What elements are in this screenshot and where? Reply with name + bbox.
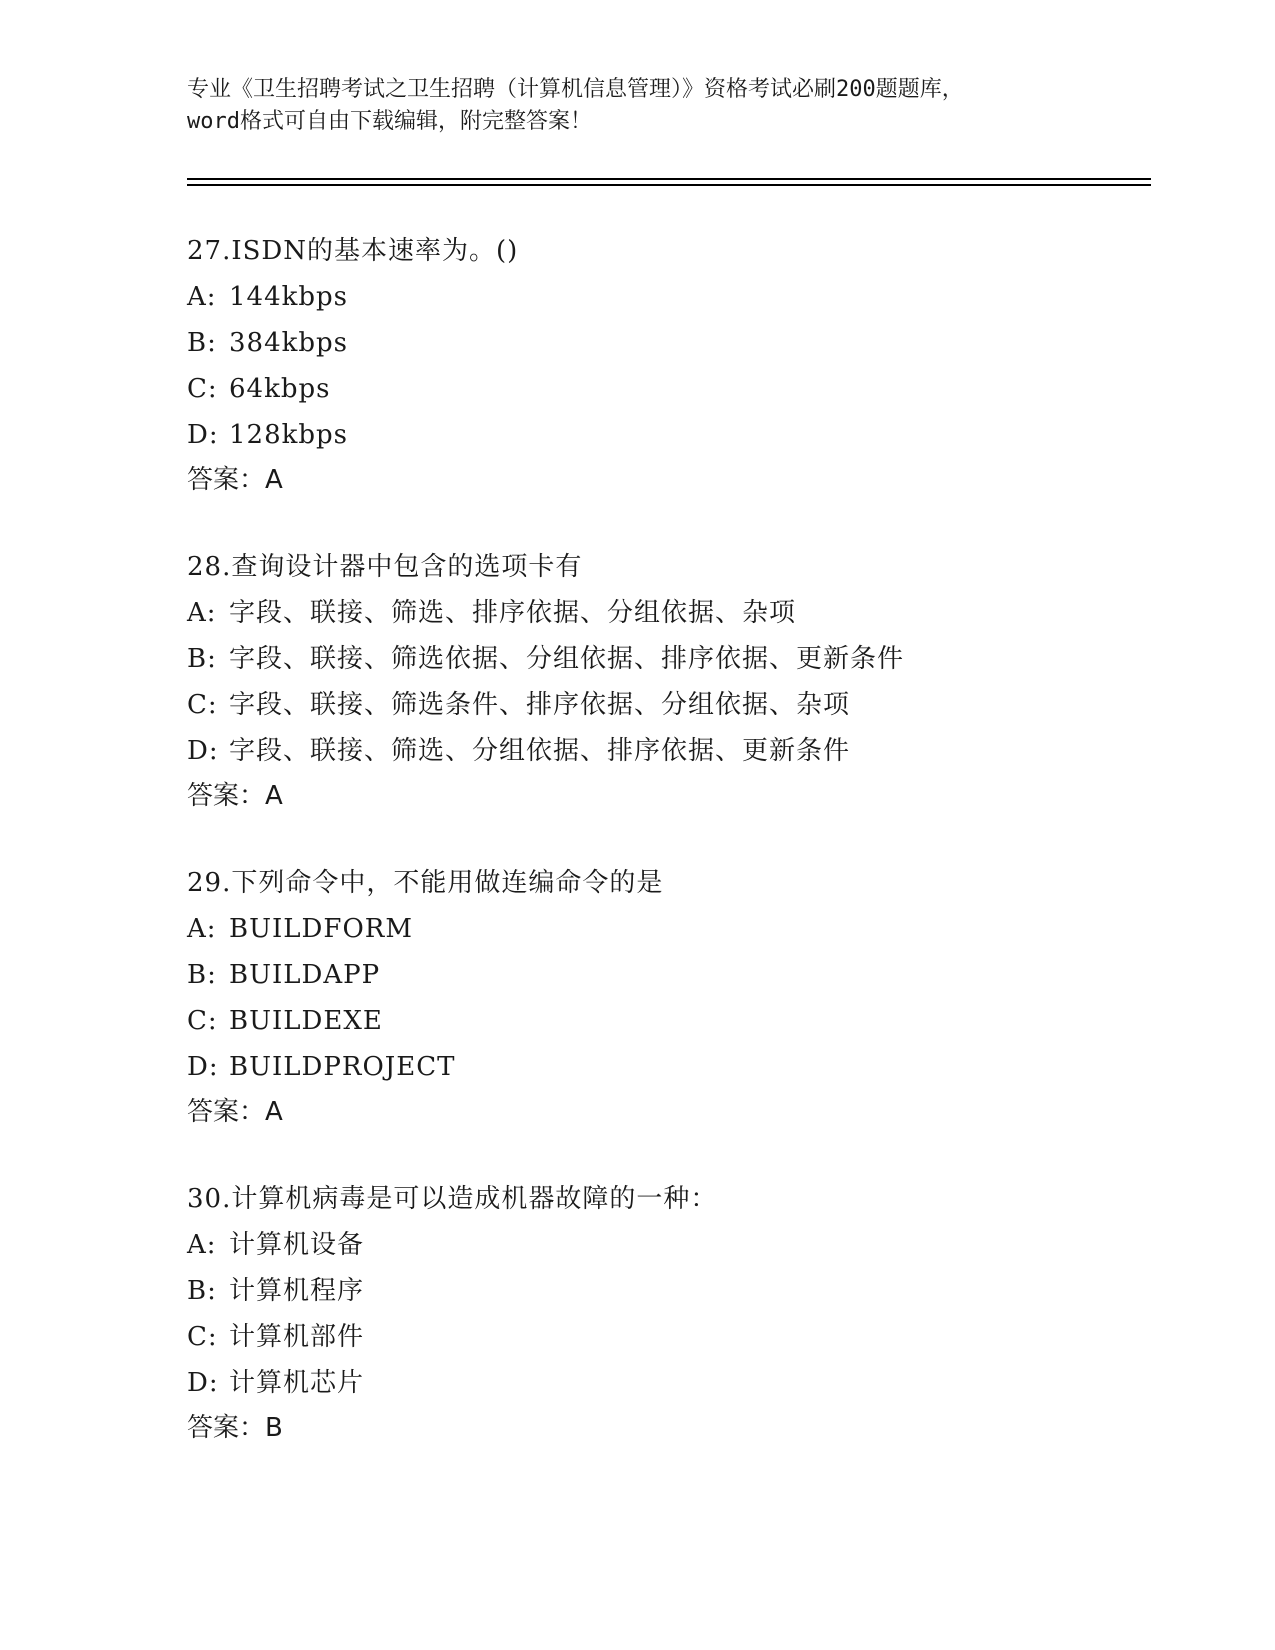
option-text: 计算机程序 xyxy=(229,1276,365,1306)
option-text: BUILDAPP xyxy=(229,960,381,990)
header-line-1: 专业《卫生招聘考试之卫生招聘（计算机信息管理）》资格考试必刷200题题库， xyxy=(187,77,964,102)
option-a xyxy=(187,906,1187,952)
answer-label: 答案：A xyxy=(187,1097,283,1127)
option-text: 计算机芯片 xyxy=(229,1368,365,1398)
option-text: 字段、联接、筛选、排序依据、分组依据、杂项 xyxy=(229,598,797,628)
option-b xyxy=(187,1268,1187,1314)
option-letter: B: xyxy=(187,644,217,674)
option-b xyxy=(187,952,1187,998)
option-letter: C: xyxy=(187,1322,218,1352)
option-letter: A: xyxy=(187,914,217,944)
option-text: 字段、联接、筛选、分组依据、排序依据、更新条件 xyxy=(229,736,851,766)
option-letter: C: xyxy=(187,690,218,720)
question-30 xyxy=(187,1176,1187,1450)
option-text: BUILDEXE xyxy=(229,1006,383,1036)
header-divider-bottom xyxy=(187,184,1151,186)
option-c xyxy=(187,1314,1187,1360)
option-letter: B: xyxy=(187,328,217,358)
option-text: 字段、联接、筛选依据、分组依据、排序依据、更新条件 xyxy=(229,644,905,674)
option-a xyxy=(187,274,1187,320)
option-c xyxy=(187,366,1187,412)
option-a xyxy=(187,1222,1187,1268)
option-letter: C: xyxy=(187,1006,218,1036)
question-stem: 28.查询设计器中包含的选项卡有 xyxy=(187,552,583,582)
option-text: 128kbps xyxy=(229,420,349,450)
option-b xyxy=(187,320,1187,366)
option-letter: B: xyxy=(187,1276,217,1306)
answer-label: 答案：B xyxy=(187,1413,283,1443)
option-letter: D: xyxy=(187,736,219,766)
answer-label: 答案：A xyxy=(187,781,283,811)
option-letter: B: xyxy=(187,960,217,990)
option-d xyxy=(187,412,1187,458)
question-29 xyxy=(187,860,1187,1134)
answer-label: 答案：A xyxy=(187,465,283,495)
option-letter: C: xyxy=(187,374,218,404)
option-text: BUILDPROJECT xyxy=(229,1052,456,1082)
document-header xyxy=(187,74,1087,138)
option-text: 64kbps xyxy=(229,374,331,404)
option-letter: D: xyxy=(187,1368,219,1398)
option-a xyxy=(187,590,1187,636)
option-c xyxy=(187,682,1187,728)
option-letter: D: xyxy=(187,1052,219,1082)
question-27 xyxy=(187,228,1187,502)
option-text: 字段、联接、筛选条件、排序依据、分组依据、杂项 xyxy=(229,690,851,720)
option-d xyxy=(187,1360,1187,1406)
question-stem: 27.ISDN的基本速率为。() xyxy=(187,236,519,266)
question-28 xyxy=(187,544,1187,818)
option-d xyxy=(187,1044,1187,1090)
option-b xyxy=(187,636,1187,682)
option-letter: D: xyxy=(187,420,219,450)
option-letter: A: xyxy=(187,598,217,628)
option-letter: A: xyxy=(187,1230,217,1260)
header-divider-top xyxy=(187,178,1151,180)
question-stem: 29.下列命令中，不能用做连编命令的是 xyxy=(187,868,664,898)
option-text: 计算机设备 xyxy=(229,1230,365,1260)
option-letter: A: xyxy=(187,282,217,312)
option-text: 384kbps xyxy=(229,328,349,358)
option-text: 144kbps xyxy=(229,282,349,312)
question-stem: 30.计算机病毒是可以造成机器故障的一种： xyxy=(187,1184,718,1214)
option-text: 计算机部件 xyxy=(229,1322,365,1352)
header-line-2: word格式可自由下载编辑，附完整答案！ xyxy=(187,109,592,134)
option-c xyxy=(187,998,1187,1044)
option-text: BUILDFORM xyxy=(229,914,413,944)
option-d xyxy=(187,728,1187,774)
